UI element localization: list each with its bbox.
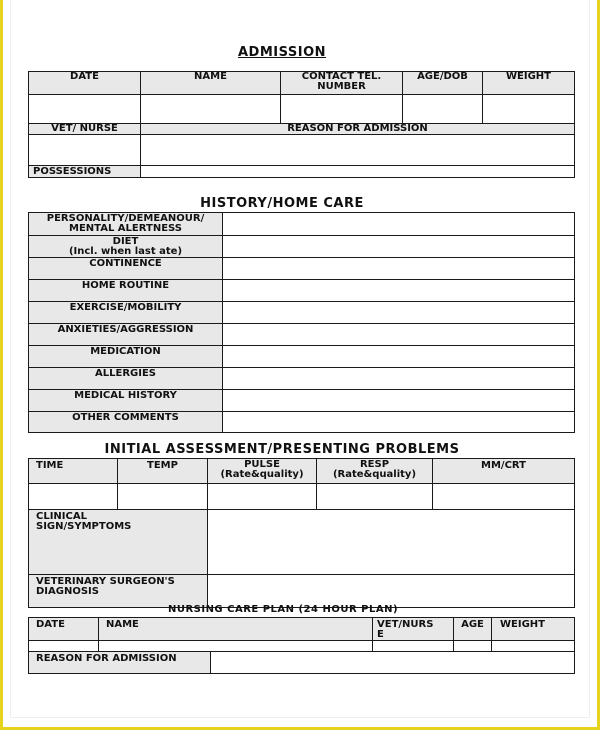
- header-weight: WEIGHT: [482, 71, 575, 95]
- temp-field[interactable]: [117, 483, 208, 510]
- history-label-allergies: ALLERGIES: [28, 367, 223, 390]
- nursing-age-label: AGE: [453, 617, 492, 641]
- resp-field[interactable]: [316, 483, 433, 510]
- header-name: NAME: [140, 71, 281, 95]
- time-label: TIME: [28, 458, 118, 484]
- mm-crt-label: MM/CRT: [432, 458, 575, 484]
- nursing-plan-title: NURSING CARE PLAN (24 HOUR PLAN): [167, 604, 399, 615]
- clinical-signs-field[interactable]: [207, 509, 575, 575]
- history-field-anxieties[interactable]: [222, 323, 575, 346]
- vet-diagnosis-field[interactable]: [207, 574, 575, 608]
- history-label-continence: CONTINENCE: [28, 257, 223, 280]
- history-field-medication[interactable]: [222, 345, 575, 368]
- initial-assessment-title: INITIAL ASSESSMENT/PRESENTING PROBLEMS: [104, 442, 460, 457]
- history-field-allergies[interactable]: [222, 367, 575, 390]
- history-field-diet[interactable]: [222, 235, 575, 258]
- nursing-vet-nurse-label: VET/NURS E: [372, 617, 454, 641]
- history-label-medical-history: MEDICAL HISTORY: [28, 389, 223, 412]
- pulse-label: PULSE (Rate&quality): [207, 458, 317, 484]
- clinical-signs-label: CLINICAL SIGN/SYMPTOMS: [28, 509, 208, 575]
- nursing-name-label: NAME: [98, 617, 373, 641]
- temp-label: TEMP: [117, 458, 208, 484]
- date-field[interactable]: [28, 94, 141, 124]
- possessions-field[interactable]: [140, 165, 575, 178]
- reason-label: REASON FOR ADMISSION: [140, 123, 575, 135]
- history-label-diet: DIET (Incl. when last ate): [28, 235, 223, 258]
- weight-field[interactable]: [482, 94, 575, 124]
- history-label-personality: PERSONALITY/DEMEANOUR/ MENTAL ALERTNESS: [28, 212, 223, 236]
- pulse-field[interactable]: [207, 483, 317, 510]
- reason-field[interactable]: [140, 134, 575, 166]
- header-date: DATE: [28, 71, 141, 95]
- history-field-medical-history[interactable]: [222, 389, 575, 412]
- history-label-exercise: EXERCISE/MOBILITY: [28, 301, 223, 324]
- age-dob-field[interactable]: [402, 94, 483, 124]
- resp-label: RESP (Rate&quality): [316, 458, 433, 484]
- time-field[interactable]: [28, 483, 118, 510]
- history-label-anxieties: ANXIETIES/AGGRESSION: [28, 323, 223, 346]
- nursing-reason-field[interactable]: [210, 651, 575, 674]
- nursing-date-label: DATE: [28, 617, 99, 641]
- history-field-exercise[interactable]: [222, 301, 575, 324]
- vet-diagnosis-label: VETERINARY SURGEON'S DIAGNOSIS: [28, 574, 208, 608]
- vet-nurse-field[interactable]: [28, 134, 141, 166]
- history-title: HISTORY/HOME CARE: [200, 196, 364, 211]
- contact-field[interactable]: [280, 94, 403, 124]
- history-field-personality[interactable]: [222, 212, 575, 236]
- header-age-dob: AGE/DOB: [402, 71, 483, 95]
- history-label-home-routine: HOME ROUTINE: [28, 279, 223, 302]
- admission-title: ADMISSION: [237, 45, 327, 60]
- vet-nurse-label: VET/ NURSE: [28, 123, 141, 135]
- mm-crt-field[interactable]: [432, 483, 575, 510]
- history-field-home-routine[interactable]: [222, 279, 575, 302]
- name-field[interactable]: [140, 94, 281, 124]
- possessions-label: POSSESSIONS: [28, 165, 141, 178]
- history-field-continence[interactable]: [222, 257, 575, 280]
- history-label-medication: MEDICATION: [28, 345, 223, 368]
- history-label-other-comments: OTHER COMMENTS: [28, 411, 223, 433]
- nursing-reason-label: REASON FOR ADMISSION: [28, 651, 211, 674]
- header-contact: CONTACT TEL. NUMBER: [280, 71, 403, 95]
- history-field-other-comments[interactable]: [222, 411, 575, 433]
- nursing-weight-label: WEIGHT: [491, 617, 575, 641]
